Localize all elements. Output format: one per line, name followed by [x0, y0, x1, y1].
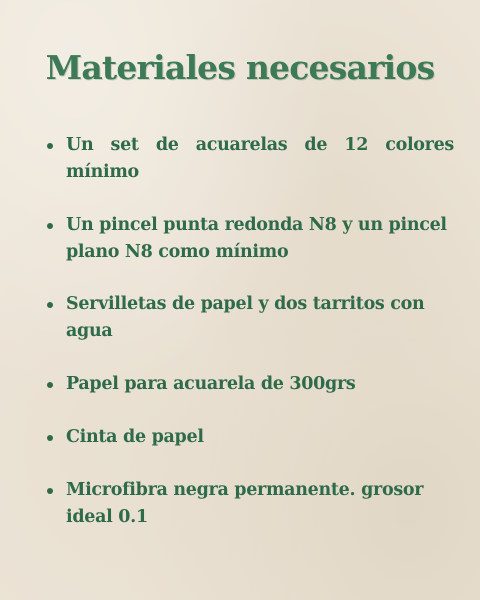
bullet-icon — [47, 488, 53, 494]
list-item — [66, 291, 454, 345]
list-item — [66, 371, 454, 398]
bullet-icon — [47, 223, 53, 229]
list-item-text: Un pincel punta redonda N8 y un pincel plano N8 como mínimo — [66, 215, 447, 262]
list-item-text: Papel para acuarela de 300grs — [66, 374, 356, 394]
list-item-text: Microfibra negra permanente. grosor ideal 0.1 — [66, 480, 424, 527]
bullet-icon — [47, 302, 53, 308]
list-item-text: Un set de acuarelas de 12 colores mínimo — [66, 135, 454, 182]
bullet-icon — [47, 382, 53, 388]
list-item — [66, 477, 454, 531]
list-item — [66, 132, 454, 186]
page-title: Materiales necesarios — [45, 48, 435, 87]
list-item — [66, 212, 454, 266]
bullet-icon — [47, 143, 53, 149]
list-item — [66, 424, 454, 451]
list-item-text: Cinta de papel — [66, 427, 204, 447]
list-item-text: Servilletas de papel y dos tarritos con agua — [66, 294, 425, 341]
bullet-icon — [47, 435, 53, 441]
